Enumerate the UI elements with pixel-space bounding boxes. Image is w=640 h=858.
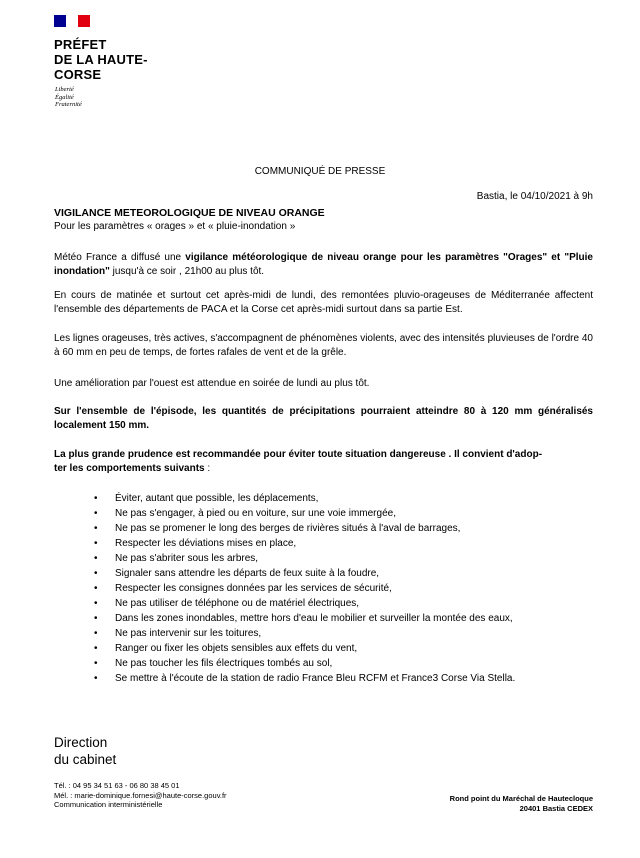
paragraph-improvement: Une amélioration par l'ouest est attendue en soirée de lundi au plus tôt. [54,378,370,389]
contact-phone: Tél. : 04 95 34 51 63 - 06 80 38 45 01 [54,781,180,790]
paragraph-bold-text: ter les comportements suivants [54,463,205,474]
dateline: Bastia, le 04/10/2021 à 9h [476,191,593,202]
document-subtitle: Pour les paramètres « orages » et « pluie-inondation » [54,221,296,232]
list-item-text: Respecter les consignes données par les services de sécurité, [115,583,392,594]
bullet-icon: • [94,643,98,654]
list-item [94,506,515,521]
list-item-text: Signaler sans attendre les départs de feux suite à la foudre, [115,568,380,579]
bullet-icon: • [94,553,98,564]
recommendations-list [94,491,515,686]
republic-motto [55,86,82,109]
list-item-text: Ne pas utiliser de téléphone ou de matériel électriques, [115,598,360,609]
list-item [94,656,515,671]
bullet-icon: • [94,598,98,609]
paragraph-situation: En cours de matinée et surtout cet après-midi de lundi, des remontées pluvio-orageuses de Méditerranée affectent l'ensemble des départements de PACA et la Corse cet après-midi surtout dans sa partie Est. [54,290,593,315]
list-item-text: Ne pas s'abriter sous les arbres, [115,553,259,564]
document-title: VIGILANCE METEOROLOGIQUE DE NIVEAU ORANGE [54,207,325,219]
list-item [94,596,515,611]
list-item [94,491,515,506]
department-line: Direction [54,735,108,750]
list-item-text: Dans les zones inondables, mettre hors d'eau le mobilier et surveiller la montée des eaux, [115,613,513,624]
list-item-text: Ne pas se promener le long des berges de rivières situés à l'aval de barrages, [115,523,461,534]
paragraph-text: Météo France a diffusé une [54,252,186,263]
prefecture-title [54,37,148,82]
flag-red-band [78,15,90,27]
address-line: Rond point du Maréchal de Hautecloque [449,794,593,803]
list-item-text: Ne pas s'engager, à pied ou en voiture, sur une voie immergée, [115,508,396,519]
paragraph-recommendations [54,448,593,476]
bullet-icon: • [94,673,98,684]
list-item [94,671,515,686]
list-item [94,641,515,656]
list-item-text: Ranger ou fixer les objets sensibles aux effets du vent, [115,643,358,654]
list-item [94,566,515,581]
bullet-icon: • [94,538,98,549]
contact-email: Mél. : marie-dominique.fornesi@haute-corse.gouv.fr [54,790,227,800]
list-item [94,536,515,551]
prefecture-title-line: CORSE [54,67,102,82]
bullet-icon: • [94,523,98,534]
prefecture-title-line: PRÉFET [54,37,107,52]
paragraph-precipitation: Sur l'ensemble de l'épisode, les quantités de précipitations pourraient atteindre 80 à 120 mm généralisés localement 150 mm. [54,406,593,431]
bullet-icon: • [94,613,98,624]
contact-info [54,781,227,810]
press-release-label: COMMUNIQUÉ DE PRESSE [254,166,386,177]
paragraph-text: : [204,463,211,474]
french-flag-icon [54,15,90,27]
list-item-text: Ne pas toucher les fils électriques tombés au sol, [115,658,333,669]
list-item-text: Se mettre à l'écoute de la station de radio France Bleu RCFM et France3 Corse Via Stella. [115,673,516,684]
paragraph-vigilance [54,251,593,279]
list-item-text: Ne pas intervenir sur les toitures, [115,628,262,639]
motto-line: Égalité [55,93,74,101]
bullet-icon: • [94,568,98,579]
paragraph-bold-text: La plus grande prudence est recommandée pour éviter toute situation dangereuse . Il convient d'adop- [54,449,543,460]
prefecture-title-line: DE LA HAUTE- [54,52,148,67]
bullet-icon: • [94,628,98,639]
motto-line: Fraternité [55,101,82,108]
list-item [94,521,515,536]
bullet-icon: • [94,658,98,669]
bullet-icon: • [94,583,98,594]
list-item [94,626,515,641]
list-item-text: Éviter, autant que possible, les déplacements, [115,493,319,504]
bullet-icon: • [94,508,98,519]
flag-blue-band [54,15,66,27]
list-item-text: Respecter les déviations mises en place, [115,538,297,549]
list-item [94,611,515,626]
address-line: 20401 Bastia CEDEX [519,803,593,813]
list-item [94,581,515,596]
motto-line: Liberté [55,86,74,93]
department-line: du cabinet [54,752,117,767]
paragraph-bold-text: vigilance météorologique de niveau orange pour les paramètres "Orages" et "Pluie inondation" [54,252,593,277]
paragraph-phenomena: Les lignes orageuses, très actives, s'accompagnent de phénomènes violents, avec des intensités pluvieuses de l'ordre 40 à 60 mm en peu de temps, de fortes rafales de vent et de la grêle. [54,333,593,358]
bullet-icon: • [94,493,98,504]
department-name [54,734,116,768]
postal-address [450,794,593,813]
paragraph-text: jusqu'à ce soir , 21h00 au plus tôt. [109,266,265,277]
list-item [94,551,515,566]
flag-white-band [66,15,78,27]
contact-service: Communication interministérielle [54,800,163,809]
